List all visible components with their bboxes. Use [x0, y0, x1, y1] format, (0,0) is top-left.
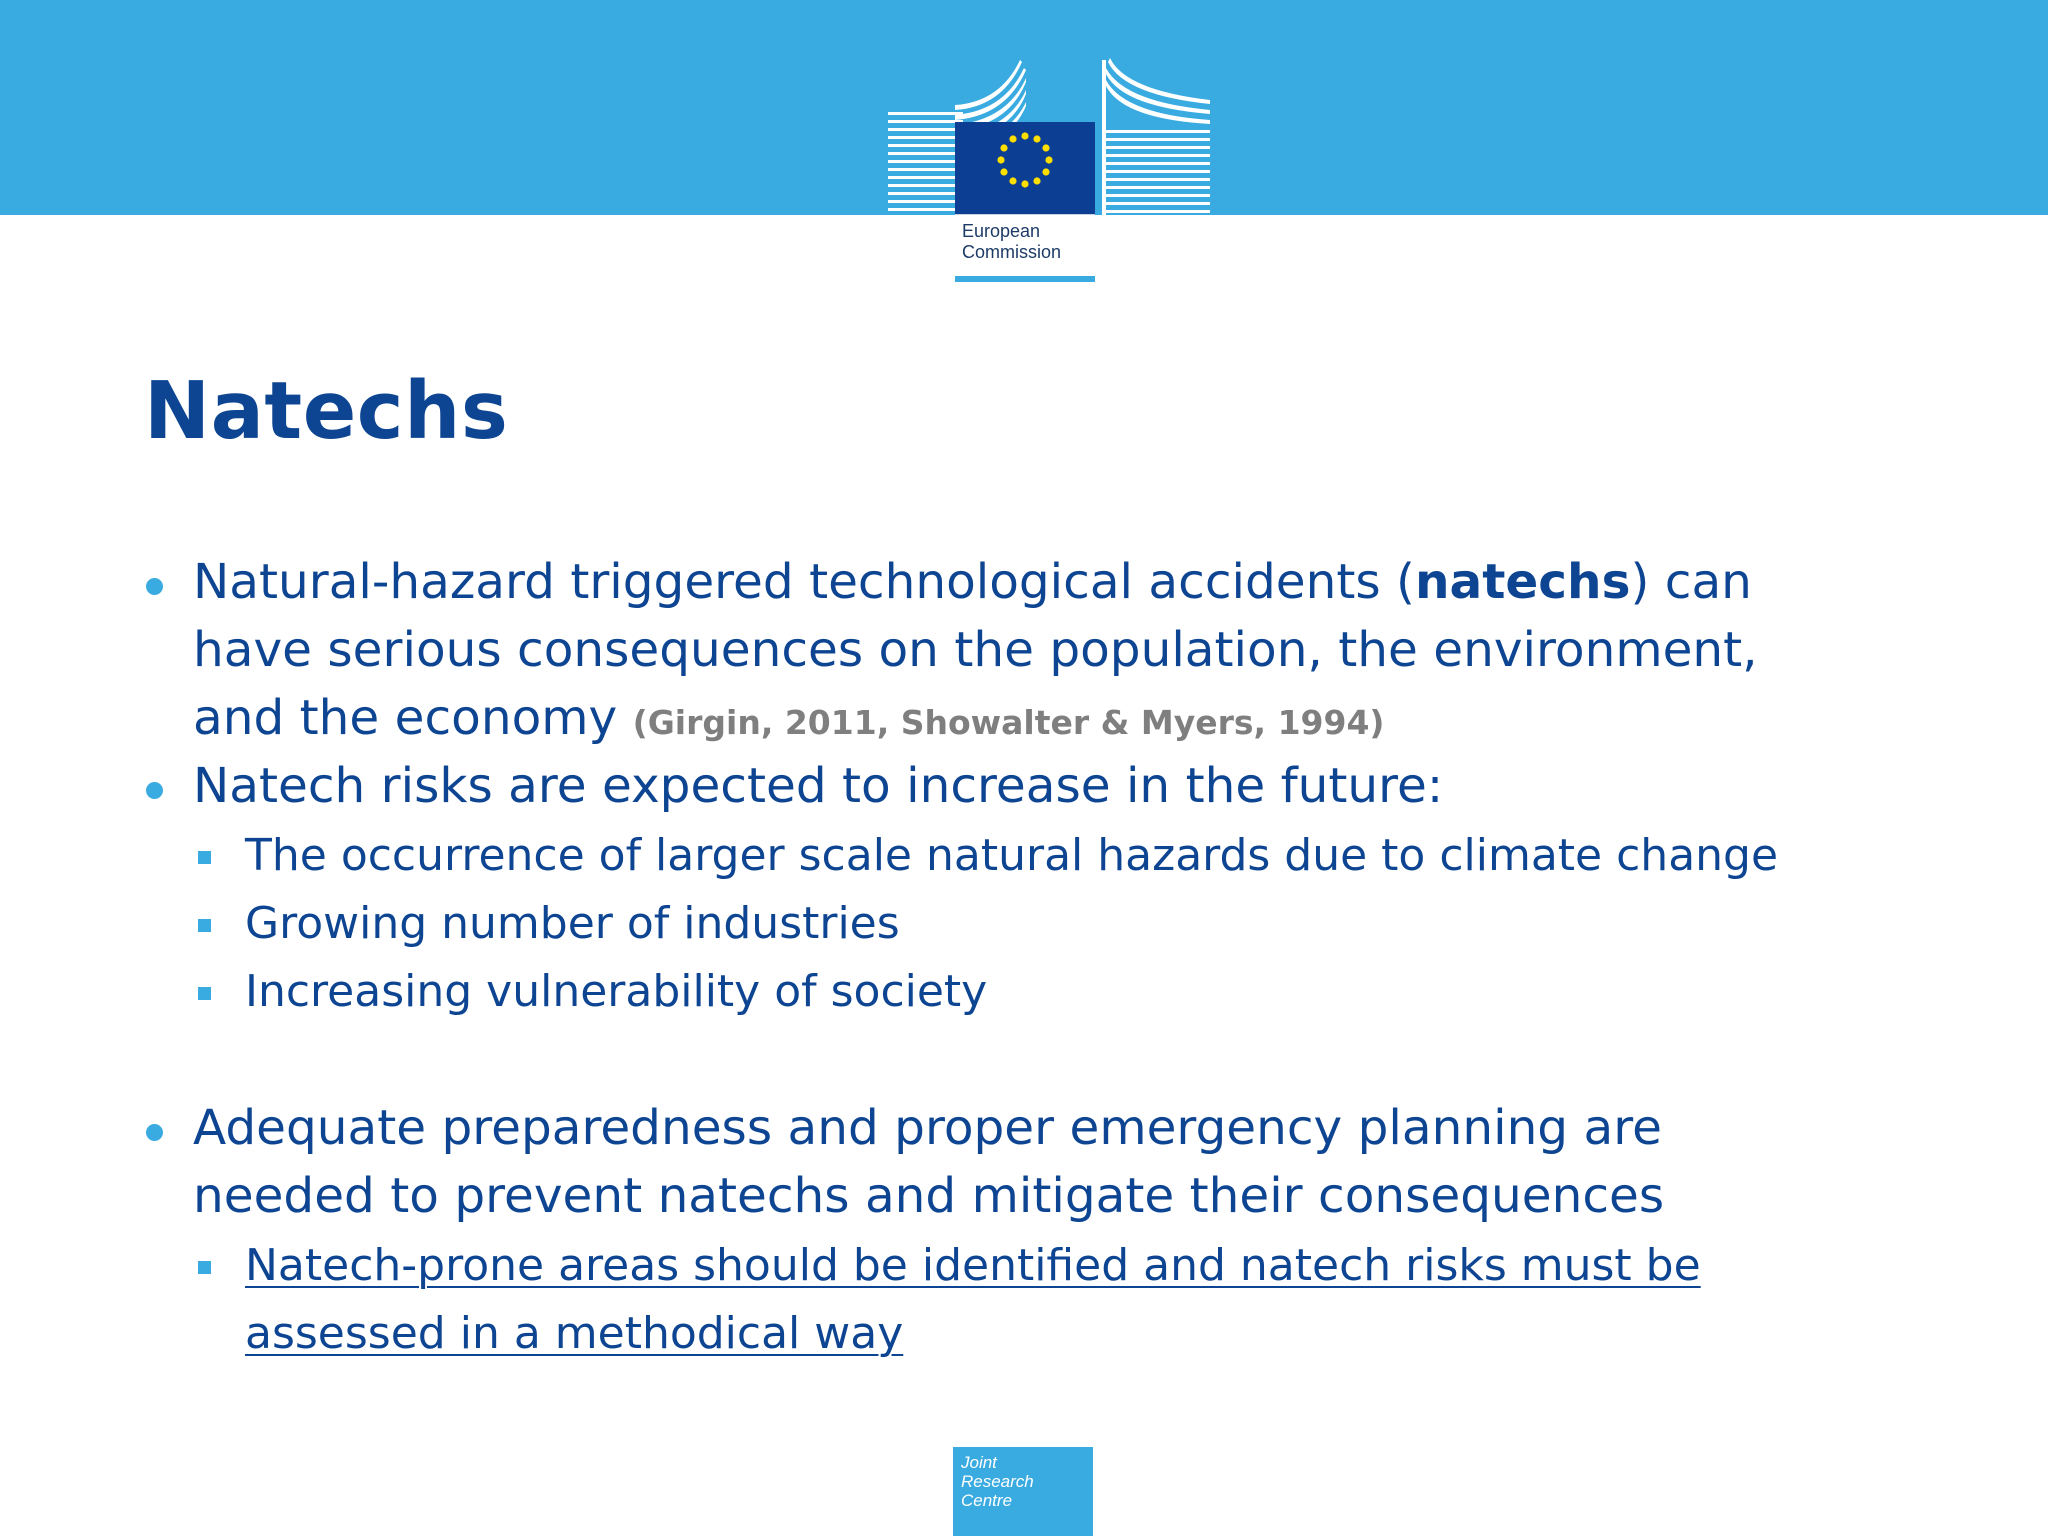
- jrc-line-1: Joint: [961, 1453, 997, 1472]
- sub-bullet-natech-areas-line-2[interactable]: [245, 1300, 903, 1368]
- natech-areas-link[interactable]: Natech-prone areas should be identified and natech risks must be: [245, 1240, 1701, 1291]
- bullet-1-line-1: Natural-hazard triggered technological accidents (natechs) can: [193, 548, 1752, 616]
- logo-line-1: European: [962, 221, 1041, 241]
- jrc-logo: [953, 1447, 1093, 1536]
- slide-title: Natechs: [144, 365, 509, 457]
- natechs-term: natechs: [1414, 554, 1631, 610]
- bullet-1-line-3: and the economy (Girgin, 2011, Showalter & Myers, 1994): [193, 690, 1385, 746]
- bullet-dot-icon: [146, 1124, 163, 1141]
- sub-bullet-industries: Growing number of industries: [245, 890, 900, 958]
- natech-areas-link-continued[interactable]: assessed in a methodical way: [245, 1308, 904, 1359]
- square-bullet-icon: [198, 987, 211, 1000]
- jrc-line-3: Centre: [961, 1491, 1013, 1510]
- bullet-dot-icon: [146, 578, 163, 595]
- bullet-3-line-1: Adequate preparedness and proper emergency planning are: [193, 1094, 1662, 1162]
- bullet-3-line-2: needed to prevent natechs and mitigate their consequences: [193, 1168, 1665, 1224]
- square-bullet-icon: [198, 851, 211, 864]
- square-bullet-icon: [198, 1261, 211, 1274]
- citation: (Girgin, 2011, Showalter & Myers, 1994): [632, 703, 1385, 742]
- bullet-1-line-2: have serious consequences on the population, the environment,: [193, 622, 1758, 678]
- jrc-line-2: Research: [961, 1472, 1034, 1491]
- bullet-2: Natech risks are expected to increase in the future:: [193, 752, 1443, 820]
- sub-bullet-climate: The occurrence of larger scale natural hazards due to climate change: [245, 822, 1778, 890]
- bullet-dot-icon: [146, 782, 163, 799]
- square-bullet-icon: [198, 919, 211, 932]
- sub-bullet-natech-areas-line-1[interactable]: [245, 1232, 1701, 1300]
- logo-line-2: Commission: [962, 242, 1062, 262]
- sub-bullet-vulnerability: Increasing vulnerability of society: [245, 958, 987, 1026]
